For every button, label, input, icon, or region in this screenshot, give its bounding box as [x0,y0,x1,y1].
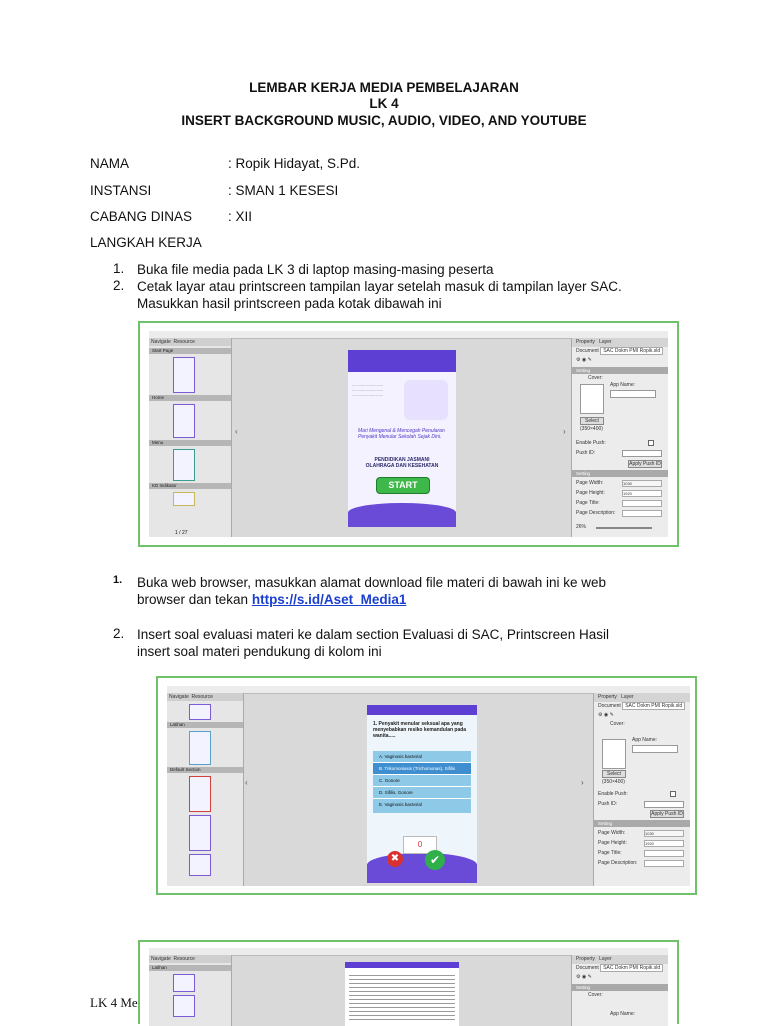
page-thumbnail[interactable] [189,815,211,851]
tab-navigate[interactable]: Navigate [151,956,171,962]
tab-property[interactable]: Property [598,694,617,700]
push-id-input[interactable] [644,801,684,808]
page-thumbnail[interactable] [189,731,211,765]
page-thumbnail[interactable] [189,776,211,812]
section-home[interactable]: Home [149,395,231,401]
tab-layer[interactable]: Layer [599,339,612,345]
page-width-input[interactable]: 1030 [644,830,684,837]
step-2-line-2: Masukkan hasil printscreen pada kotak dibawah ini [137,296,442,311]
sac-screenshot-1 [149,331,668,537]
push-id-input[interactable] [622,450,662,457]
screenshot-frame-1 [138,321,679,547]
phone-header-wave [348,350,456,372]
field-label-nama: NAMA [90,156,130,171]
tool-icons [572,973,668,982]
select-button[interactable]: Select [602,770,626,778]
screenshot-frame-3 [138,940,679,1024]
field-label-instansi: INSTANSI [90,183,152,198]
chevron-right-icon[interactable]: › [581,778,584,787]
phone-header-wave [345,962,459,968]
cover-image-box[interactable] [602,739,626,769]
page-height-input[interactable]: 1920 [622,490,662,497]
cover-image-box[interactable] [580,384,604,414]
step-b1-number: 1. [113,574,123,586]
field-value-cabang: : XII [228,209,253,224]
setting-bar[interactable]: Setting [572,984,668,991]
property-pane [593,693,690,886]
quiz-score: 0 [403,836,437,854]
navigate-tabs [167,693,243,701]
cover-label: Cover: [610,721,625,727]
phone-preview-start [348,350,456,527]
navigate-pane [149,955,232,1026]
settings-icon[interactable]: ◉ [581,357,587,363]
page-description-input[interactable] [622,510,662,517]
footer-text: LK 4 Me [90,995,138,1010]
navigate-pane [167,693,244,886]
page-thumbnail[interactable] [173,995,195,1017]
section-start-page[interactable]: Start Page [149,348,231,354]
tab-resource[interactable]: Resource [173,956,195,962]
enable-push-label: Enable Push: [598,791,628,797]
section-menu[interactable]: Menu [149,440,231,446]
tab-layer[interactable]: Layer [599,956,612,962]
page-title-input[interactable] [644,850,684,857]
quiz-option-a[interactable]: A. Vaginosis bacterial [373,751,471,763]
quiz-option-b[interactable]: B. Trikomoniasis (Trichomonas), Sifilis [373,763,471,775]
section-latihan[interactable]: Latihan [149,965,231,971]
page-thumbnail[interactable] [173,974,195,992]
property-tabs [572,955,668,964]
section-latihan[interactable]: Latihan [167,722,243,728]
tab-navigate[interactable]: Navigate [169,694,189,700]
brush-icon[interactable]: ✎ [587,974,592,980]
phone-subject-title: PENDIDIKAN JASMANI OLAHRAGA DAN KESEHATAN [365,457,439,469]
quiz-option-e[interactable]: E. Vaginosis bacterial [379,802,422,807]
brush-icon[interactable]: ✎ [587,357,592,363]
document-row [572,347,668,356]
chevron-left-icon[interactable]: ‹ [235,427,238,436]
navigate-tabs [149,338,231,346]
push-id-label: Push ID: [598,801,618,807]
settings-icon[interactable]: ◉ [603,712,609,718]
page-counter: 1 / 27 [175,530,188,536]
select-button[interactable]: Select [580,417,604,425]
sac-screenshot-3 [149,948,668,1026]
step-1-text: Buka file media pada LK 3 di laptop masing-masing peserta [137,262,494,277]
section-default[interactable]: Default Section [167,767,243,773]
page-title-label: Page Title: [576,500,600,506]
gear-icon[interactable]: ⚙ [576,974,581,980]
quiz-options [373,751,471,813]
chevron-left-icon[interactable]: ‹ [245,778,248,787]
page-thumbnail[interactable] [189,854,211,876]
check-icon[interactable]: ✔ [425,850,445,870]
size-hint: (350×400) [580,426,603,432]
zoom-slider[interactable] [596,527,652,529]
page-thumbnail[interactable] [173,449,195,481]
tab-resource[interactable]: Resource [191,694,213,700]
property-pane [571,955,668,1026]
property-pane [571,338,668,537]
title-line-3: INSERT BACKGROUND MUSIC, AUDIO, VIDEO, AND YOUTUBE [181,113,587,128]
phone-intro-text: ............................ ............................ ............................ [352,382,384,397]
page-height-label: Page Height: [576,490,605,496]
tab-property[interactable]: Property [576,956,595,962]
download-link[interactable]: https://s.id/Aset_Media1 [251,592,407,607]
document-row [594,702,690,711]
setting-bar[interactable]: Setting [594,820,690,827]
property-tabs [572,338,668,347]
start-button[interactable]: START [376,477,430,494]
page-thumbnail[interactable] [189,704,211,720]
document-value: SAC Dokm PMI Ropik.sld [600,347,663,355]
document-value: SAC Dokm PMI Ropik.sld [600,964,663,972]
app-name-label: App Name: [610,1011,636,1017]
page-width-input[interactable]: 1030 [622,480,662,487]
gear-icon[interactable]: ⚙ [576,357,581,363]
page-width-label: Page Width: [598,830,626,836]
enable-push-checkbox[interactable] [670,791,676,797]
wrong-icon[interactable]: ✖ [387,851,403,867]
sac-screenshot-2 [167,686,690,886]
step-b1-line-1: Buka web browser, masukkan alamat download file materi di bawah ini ke web [137,575,606,590]
page-height-input[interactable]: 1920 [644,840,684,847]
page-description-input[interactable] [644,860,684,867]
phone-footer-wave [367,853,477,883]
app-name-label: App Name: [632,737,658,743]
page-description-label: Page Description: [576,510,616,516]
document-label: Document [576,965,599,971]
illustration-image [404,380,448,420]
document-label: Document [598,703,621,709]
phone-header-wave [367,705,477,715]
page-title-label: Page Title: [598,850,622,856]
step-b2-number: 2. [113,626,125,641]
document-value: SAC Dokm PMI Ropik.sld [622,702,685,710]
setting-bar-2[interactable]: Setting [572,470,668,477]
step-b2-line-1: Insert soal evaluasi materi ke dalam section Evaluasi di SAC, Printscreen Hasil [137,627,609,642]
field-value-nama: : Ropik Hidayat, S.Pd. [228,156,361,171]
enable-push-checkbox[interactable] [648,440,654,446]
title-line-2: LK 4 [369,96,399,111]
gear-icon[interactable]: ⚙ [598,712,603,718]
page-thumbnail[interactable] [173,357,195,393]
property-tabs [594,693,690,702]
tool-icons [572,356,668,365]
navigate-tabs [149,955,231,963]
field-label-cabang: CABANG DINAS [90,209,193,224]
enable-push-label: Enable Push: [576,440,606,446]
app-name-label: App Name: [610,382,636,388]
app-name-input[interactable] [610,390,656,398]
setting-bar[interactable]: Setting [572,367,668,374]
steps-heading: LANGKAH KERJA [90,235,202,250]
phone-tagline: Mari Mengenal & Mencegah Penularan Penyakit Menular Sekolah Sejak Dini. [358,428,445,440]
brush-icon[interactable]: ✎ [609,712,614,718]
apply-push-button[interactable]: Apply Push ID [629,461,661,467]
zoom-level: 26% [576,524,587,530]
quiz-option-c[interactable]: C. Gonore [373,775,471,787]
cover-label: Cover: [588,375,603,381]
tab-layer[interactable]: Layer [621,694,634,700]
chevron-right-icon[interactable]: › [563,427,566,436]
size-hint: (350×400) [602,779,625,785]
document-row [572,964,668,973]
title-line-1: LEMBAR KERJA MEDIA PEMBELAJARAN [249,80,519,95]
app-name-input[interactable] [632,745,678,753]
phone-preview-quiz [367,705,477,883]
navigate-pane [149,338,232,537]
page-title-input[interactable] [622,500,662,507]
step-b1-line-2 [137,591,406,608]
document-label: Document [576,348,599,354]
step-1-number: 1. [113,261,125,276]
tab-resource[interactable]: Resource [173,339,195,345]
tab-property[interactable]: Property [576,339,595,345]
quiz-option-d[interactable]: D. Sifilis, Gonore [373,787,471,799]
phone-preview-text [345,962,459,1026]
step-2-number: 2. [113,278,125,293]
cover-label: Cover: [588,992,603,998]
field-value-instansi: : SMAN 1 KESESI [228,183,339,198]
section-kd-indikator[interactable]: KD Indikator [149,483,231,489]
text-lines [349,972,455,1022]
screenshot-frame-2 [156,676,697,895]
settings-icon[interactable]: ◉ [581,974,587,980]
push-id-label: Push ID: [576,450,596,456]
quiz-question: 1. Penyakit menular seksual apa yang menyebabkan resiko kemandulan pada wanita..... [373,721,467,739]
tool-icons [594,711,690,720]
tab-navigate[interactable]: Navigate [151,339,171,345]
page-width-label: Page Width: [576,480,604,486]
step-2-line-1: Cetak layar atau printscreen tampilan layar setelah masuk di tampilan layer SAC. [137,279,622,294]
apply-push-button[interactable]: Apply Push ID [651,811,683,817]
step-b2-line-2: insert soal materi pendukung di kolom ini [137,644,382,659]
phone-footer-wave [348,503,456,527]
page-description-label: Page Description: [598,860,638,866]
step-b1-line-2-text: browser dan tekan [137,592,252,607]
page-thumbnail[interactable] [173,404,195,438]
page-thumbnail[interactable] [173,492,195,506]
page-height-label: Page Height: [598,840,627,846]
